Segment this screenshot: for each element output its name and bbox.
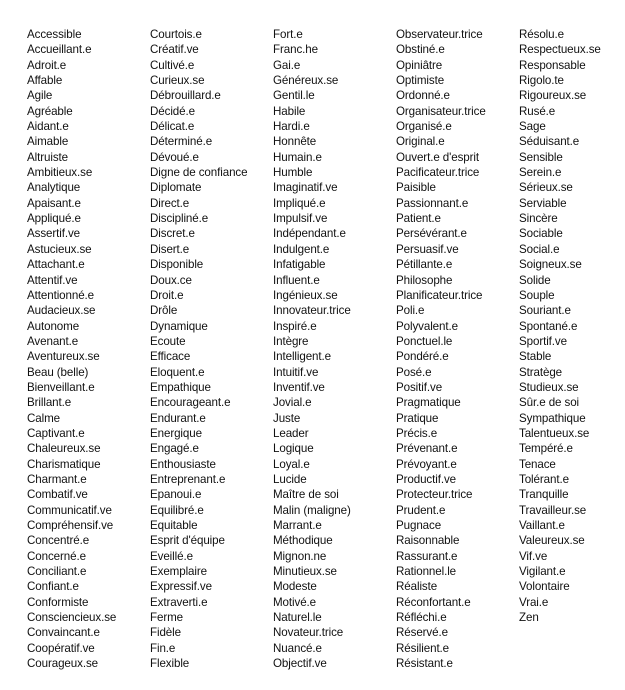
word-item: Obstiné.e <box>396 43 445 57</box>
word-item: Juste <box>273 411 301 425</box>
word-item: Pacificateur.trice <box>396 166 480 180</box>
word-item: Doux.ce <box>150 273 192 287</box>
word-item: Courtois.e <box>150 28 202 41</box>
word-item: Aventureux.se <box>27 350 100 364</box>
word-item: Productif.ve <box>396 472 457 486</box>
word-item: Prudent.e <box>396 503 446 517</box>
word-item: Protecteur.trice <box>396 488 473 502</box>
word-item: Prévenant.e <box>396 442 458 456</box>
word-item: Calme <box>27 411 61 425</box>
word-item: Empathique <box>150 380 211 394</box>
word-item: Coopératif.ve <box>27 641 95 655</box>
word-item: Spontané.e <box>519 319 578 333</box>
word-item: Attentionné.e <box>27 288 95 302</box>
word-item: Ouvert.e d'esprit <box>396 150 479 164</box>
word-item: Pétillante.e <box>396 258 453 272</box>
word-item: Sportif.ve <box>519 334 567 348</box>
word-item: Créatif.ve <box>150 43 199 57</box>
word-item: Entreprenant.e <box>150 472 226 486</box>
word-item: Valeureux.se <box>519 534 585 548</box>
word-item: Digne de confiance <box>150 166 248 180</box>
word-item: Mignon.ne <box>273 549 327 563</box>
word-item: Curieux.se <box>150 74 205 88</box>
word-item: Intègre <box>273 334 309 348</box>
word-item: Assertif.ve <box>27 227 81 241</box>
word-item: Fin.e <box>150 641 176 655</box>
word-column-5 <box>519 27 601 625</box>
word-item: Travailleur.se <box>519 503 587 517</box>
word-item: Tempéré.e <box>519 442 573 456</box>
word-item: Drôle <box>150 304 178 318</box>
word-item: Social.e <box>519 242 560 256</box>
word-item: Autonome <box>27 319 80 333</box>
word-item: Pondéré.e <box>396 350 449 364</box>
word-item: Energique <box>150 426 202 440</box>
word-item: Sérieux.se <box>519 181 573 195</box>
word-item: Ingénieux.se <box>273 288 338 302</box>
word-item: Encourageant.e <box>150 396 231 410</box>
word-item: Agile <box>27 89 53 103</box>
word-item: Discret.e <box>150 227 195 241</box>
word-item: Endurant.e <box>150 411 206 425</box>
word-item: Esprit d'équipe <box>150 534 225 548</box>
word-item: Extraverti.e <box>150 595 208 609</box>
word-item: Stable <box>519 350 552 364</box>
word-item: Tenace <box>519 457 556 471</box>
word-item: Résilient.e <box>396 641 450 655</box>
word-item: Attentif.ve <box>27 273 78 287</box>
word-item: Optimiste <box>396 74 445 88</box>
word-item: Rassurant.e <box>396 549 458 563</box>
word-item: Ferme <box>150 611 183 625</box>
word-item: Serviable <box>519 196 567 210</box>
word-item: Pragmatique <box>396 396 461 410</box>
word-item: Dynamique <box>150 319 208 333</box>
word-item: Sensible <box>519 150 563 164</box>
word-item: Opiniâtre <box>396 58 443 72</box>
word-item: Indépendant.e <box>273 227 346 241</box>
word-item: Adroit.e <box>27 58 67 72</box>
word-item: Franc.he <box>273 43 318 57</box>
word-item: Altruiste <box>27 150 68 164</box>
word-item: Equilibré.e <box>150 503 204 517</box>
word-item: Communicatif.ve <box>27 503 112 517</box>
word-item: Sympathique <box>519 411 586 425</box>
word-item: Novateur.trice <box>273 626 344 640</box>
word-column-3 <box>273 27 351 671</box>
word-item: Sage <box>519 120 546 134</box>
word-item: Efficace <box>150 350 191 364</box>
word-item: Talentueux.se <box>519 426 590 440</box>
word-item: Persévérant.e <box>396 227 467 241</box>
word-item: Souriant.e <box>519 304 571 318</box>
word-item: Nuancé.e <box>273 641 322 655</box>
word-item: Logique <box>273 442 314 456</box>
word-item: Affable <box>27 74 63 88</box>
word-item: Dévoué.e <box>150 150 199 164</box>
word-item: Intelligent.e <box>273 350 331 364</box>
word-item: Séduisant.e <box>519 135 580 149</box>
word-item: Cultivé.e <box>150 58 195 72</box>
word-item: Consciencieux.se <box>27 611 117 625</box>
word-item: Modeste <box>273 580 317 594</box>
word-item: Débrouillard.e <box>150 89 221 103</box>
word-item: Ecoute <box>150 334 186 348</box>
word-item: Malin (maligne) <box>273 503 351 517</box>
word-item: Polyvalent.e <box>396 319 458 333</box>
word-item: Résistant.e <box>396 657 453 671</box>
word-item: Indulgent.e <box>273 242 330 256</box>
word-item: Direct.e <box>150 196 190 210</box>
word-item: Pratique <box>396 411 439 425</box>
word-item: Eloquent.e <box>150 365 205 379</box>
word-item: Souple <box>519 288 555 302</box>
word-item: Audacieux.se <box>27 304 96 318</box>
word-item: Gai.e <box>273 58 301 72</box>
word-item: Observateur.trice <box>396 28 483 41</box>
word-item: Planificateur.trice <box>396 288 483 302</box>
word-item: Discipliné.e <box>150 212 209 226</box>
word-item: Zen <box>519 611 539 625</box>
word-item: Motivé.e <box>273 595 317 609</box>
word-item: Décidé.e <box>150 104 195 118</box>
word-item: Poli.e <box>396 304 425 318</box>
word-item: Leader <box>273 426 309 440</box>
word-item: Beau (belle) <box>27 365 89 379</box>
word-item: Organisé.e <box>396 120 452 134</box>
word-item: Posé.e <box>396 365 432 379</box>
word-item: Ponctuel.le <box>396 334 453 348</box>
word-item: Epanoui.e <box>150 488 202 502</box>
word-item: Enthousiaste <box>150 457 216 471</box>
word-item: Délicat.e <box>150 120 195 134</box>
word-item: Captivant.e <box>27 426 85 440</box>
word-item: Humble <box>273 166 313 180</box>
word-item: Marrant.e <box>273 519 322 532</box>
word-item: Soigneux.se <box>519 258 582 272</box>
word-item: Expressif.ve <box>150 580 212 594</box>
word-item: Conformiste <box>27 595 89 609</box>
word-item: Tranquille <box>519 488 569 502</box>
word-item: Gentil.le <box>273 89 315 103</box>
word-item: Stratège <box>519 365 563 379</box>
word-item: Impliqué.e <box>273 196 326 210</box>
word-item: Bienveillant.e <box>27 380 95 394</box>
word-item: Engagé.e <box>150 442 199 456</box>
word-item: Paisible <box>396 181 436 195</box>
word-item: Analytique <box>27 181 81 195</box>
word-item: Volontaire <box>519 580 570 594</box>
word-item: Concentré.e <box>27 534 90 548</box>
word-item: Précis.e <box>396 426 438 440</box>
word-item: Passionnant.e <box>396 196 469 210</box>
word-item: Brillant.e <box>27 396 72 410</box>
word-item: Serein.e <box>519 166 562 180</box>
word-item: Avenant.e <box>27 334 79 348</box>
word-item: Studieux.se <box>519 380 579 394</box>
word-item: Rigoureux.se <box>519 89 587 103</box>
word-item: Rationnel.le <box>396 565 457 579</box>
word-item: Réconfortant.e <box>396 595 471 609</box>
word-item: Honnête <box>273 135 317 149</box>
word-item: Original.e <box>396 135 445 149</box>
word-item: Apaisant.e <box>27 196 81 210</box>
word-item: Vigilant.e <box>519 565 566 579</box>
word-item: Raisonnable <box>396 534 460 548</box>
word-item: Agréable <box>27 104 73 118</box>
word-item: Persuasif.ve <box>396 242 459 256</box>
word-item: Flexible <box>150 657 190 671</box>
word-item: Lucide <box>273 472 307 486</box>
word-item: Réaliste <box>396 580 438 594</box>
word-item: Rusé.e <box>519 104 556 118</box>
word-item: Minutieux.se <box>273 565 337 579</box>
word-item: Accessible <box>27 28 82 41</box>
word-item: Droit.e <box>150 288 184 302</box>
word-item: Courageux.se <box>27 657 98 671</box>
word-item: Généreux.se <box>273 74 339 88</box>
word-item: Attachant.e <box>27 258 85 272</box>
word-item: Méthodique <box>273 534 333 548</box>
word-column-2 <box>150 27 247 671</box>
word-column-4 <box>396 27 486 671</box>
word-item: Combatif.ve <box>27 488 88 502</box>
word-item: Compréhensif.ve <box>27 519 114 532</box>
word-item: Eveillé.e <box>150 549 193 563</box>
word-item: Intuitif.ve <box>273 365 319 379</box>
word-item: Habile <box>273 104 306 118</box>
word-item: Aimable <box>27 135 69 149</box>
word-item: Aidant.e <box>27 120 69 134</box>
word-item: Déterminé.e <box>150 135 213 149</box>
word-item: Réfléchi.e <box>396 611 447 625</box>
word-item: Fort.e <box>273 28 303 41</box>
word-item: Accueillant.e <box>27 43 92 57</box>
word-item: Charismatique <box>27 457 101 471</box>
word-item: Vif.ve <box>519 549 548 563</box>
word-item: Solide <box>519 273 551 287</box>
word-item: Vaillant.e <box>519 519 565 532</box>
word-item: Prévoyant.e <box>396 457 457 471</box>
word-item: Infatigable <box>273 258 326 272</box>
word-item: Positif.ve <box>396 380 443 394</box>
word-item: Disert.e <box>150 242 190 256</box>
word-item: Réservé.e <box>396 626 448 640</box>
word-item: Ambitieux.se <box>27 166 93 180</box>
word-item: Jovial.e <box>273 396 312 410</box>
word-item: Conciliant.e <box>27 565 87 579</box>
word-item: Impulsif.ve <box>273 212 328 226</box>
word-item: Convaincant.e <box>27 626 100 640</box>
word-item: Fidèle <box>150 626 181 640</box>
word-item: Inspiré.e <box>273 319 317 333</box>
word-item: Humain.e <box>273 150 322 164</box>
word-item: Responsable <box>519 58 586 72</box>
word-item: Appliqué.e <box>27 212 81 226</box>
word-item: Loyal.e <box>273 457 310 471</box>
word-item: Philosophe <box>396 273 453 287</box>
word-item: Diplomate <box>150 181 202 195</box>
word-item: Astucieux.se <box>27 242 92 256</box>
word-item: Exemplaire <box>150 565 207 579</box>
word-item: Vrai.e <box>519 595 549 609</box>
word-item: Organisateur.trice <box>396 104 486 118</box>
word-item: Hardi.e <box>273 120 310 134</box>
word-item: Résolu.e <box>519 28 564 41</box>
word-item: Tolérant.e <box>519 472 569 486</box>
word-item: Charmant.e <box>27 472 87 486</box>
word-item: Maître de soi <box>273 488 339 502</box>
word-item: Sûr.e de soi <box>519 396 580 410</box>
word-item: Concerné.e <box>27 549 86 563</box>
word-item: Influent.e <box>273 273 320 287</box>
word-item: Rigolo.te <box>519 74 564 88</box>
word-item: Equitable <box>150 519 198 532</box>
word-item: Pugnace <box>396 519 442 532</box>
word-item: Naturel.le <box>273 611 322 625</box>
word-item: Inventif.ve <box>273 380 325 394</box>
word-item: Sociable <box>519 227 563 241</box>
word-item: Patient.e <box>396 212 441 226</box>
word-item: Sincère <box>519 212 558 226</box>
word-item: Ordonné.e <box>396 89 450 103</box>
word-item: Confiant.e <box>27 580 79 594</box>
word-item: Objectif.ve <box>273 657 327 671</box>
word-item: Imaginatif.ve <box>273 181 338 195</box>
word-item: Chaleureux.se <box>27 442 101 456</box>
word-item: Respectueux.se <box>519 43 601 57</box>
word-item: Innovateur.trice <box>273 304 351 318</box>
word-column-1 <box>27 27 116 671</box>
word-item: Disponible <box>150 258 204 272</box>
